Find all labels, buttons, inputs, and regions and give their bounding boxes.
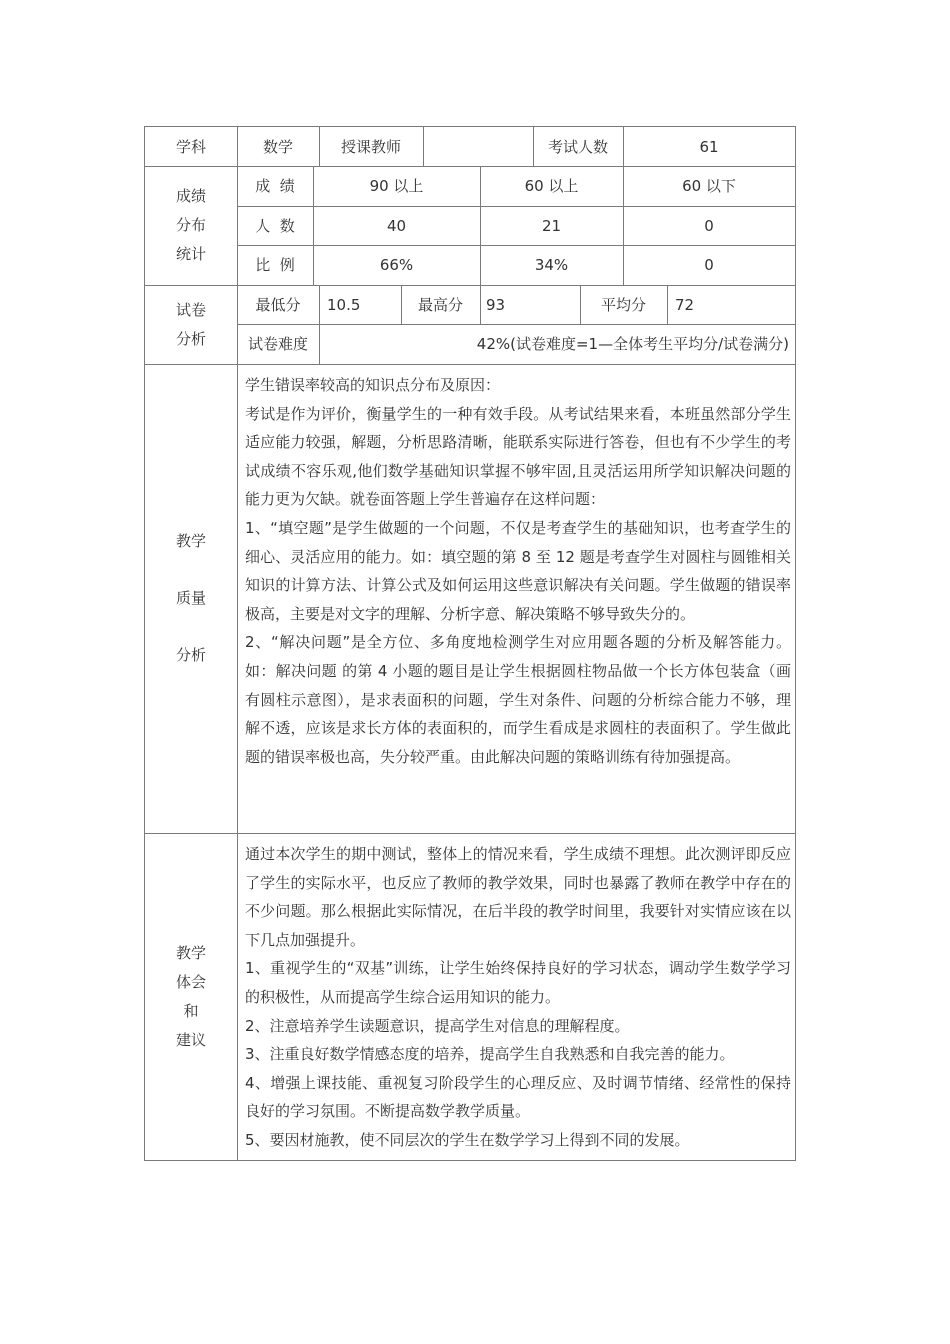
- paper-section-label: [145, 285, 237, 364]
- quality-paragraph: 考试是作为评价，衡量学生的一种有效手段。从考试结果来看，本班虽然部分学生适应能力较强，解题，分析思路清晰，能联系实际进行答卷，但也有不少学生的考试成绩不容乐观,他们数学基础知识掌握不够牢固,且灵活运用所学知识解决问题的能力更为欠缺。就卷面答题上学生普遍存在这样问题：: [245, 404, 791, 509]
- advice-paragraph: 4、增强上课技能、重视复习阶段学生的心理反应、及时调节情绪、经常性的保持良好的学习氛围。不断提高数学教学质量。: [245, 1073, 791, 1121]
- avg-score-label: 平均分: [600, 295, 646, 314]
- score-band-60-down: 60 以下: [682, 177, 736, 195]
- quality-label-line: 质量: [175, 589, 206, 607]
- max-score-value: 93: [486, 295, 506, 314]
- subject-value: 数学: [262, 137, 293, 156]
- quality-section-label: [145, 364, 237, 833]
- paper-label-line: 分析: [175, 329, 206, 348]
- quality-paragraph: 1、“填空题”是学生做题的一个问题，不仅是考查学生的基础知识，也考查学生的细心、灵活应用的能力。如：填空题的第 8 至 12 题是考查学生对圆柱与圆锥相关知识的计算方法、计算公式及如何运用这些意识解决有关问题。学生做题的错误率极高，主要是对文字的理解、分析字意、解决策略不够导致失分的。: [245, 518, 791, 623]
- advice-label-line: 建议: [175, 1030, 206, 1049]
- quality-label-line: 教学: [175, 532, 206, 550]
- ratio-90-up: 66%: [379, 256, 414, 274]
- count-label: 人 数: [255, 216, 295, 235]
- score-band-90-up: 90 以上: [369, 177, 424, 195]
- subject-label: 学科: [175, 137, 206, 156]
- teacher-value: [423, 127, 533, 166]
- quality-paragraph: 2、“解决问题”是全方位、多角度地检测学生对应用题各题的分析及解答能力。如：解决问题 的第 4 小题的题目是让学生根据圆柱物品做一个长方体包装盒（画有圆柱示意图），是求表面积的问题，学生对条件、问题的分析综合能力不够，理解不透，应该是求长方体的表面积的，而学生看成是求圆柱的表面积了。学生做此题的错误率极也高，失分较严重。由此解决问题的策略训练有待加强提高。: [245, 633, 791, 766]
- count-90-up: 40: [386, 216, 407, 235]
- difficulty-value: 42%(试卷难度=1—全体考生平均分/试卷满分): [476, 335, 789, 353]
- distribution-label-line: 分布: [175, 216, 206, 234]
- examinees-label: 考试人数: [547, 137, 608, 156]
- quality-label-line: 分析: [175, 646, 206, 664]
- max-score-label: 最高分: [417, 295, 463, 314]
- distribution-label-line: 成绩: [175, 187, 206, 205]
- score-band-60-up: 60 以上: [524, 177, 579, 195]
- quality-analysis-text: [245, 371, 791, 771]
- advice-label-line: 体会: [175, 972, 206, 991]
- difficulty-label: 试卷难度: [247, 335, 308, 353]
- quality-paragraph: 学生错误率较高的知识点分布及原因：: [245, 376, 501, 394]
- row-divider: [145, 364, 795, 365]
- min-score-label: 最低分: [255, 295, 301, 314]
- distribution-section-label: [145, 166, 237, 285]
- ratio-label: 比 例: [255, 256, 295, 274]
- advice-label-line: 和: [183, 1001, 199, 1020]
- teacher-label: 授课教师: [340, 137, 401, 156]
- advice-paragraph: 1、重视学生的“双基”训练，让学生始终保持良好的学习状态，调动学生数学学习的积极性，从而提高学生综合运用知识的能力。: [245, 959, 791, 1006]
- advice-paragraph: 5、要因材施教，使不同层次的学生在数学学习上得到不同的发展。: [245, 1130, 690, 1149]
- advice-section-label: [145, 833, 237, 1160]
- count-60-up: 21: [541, 216, 562, 235]
- advice-label-line: 教学: [175, 943, 206, 962]
- distribution-label-line: 统计: [175, 245, 206, 263]
- ratio-60-down: 0: [704, 256, 714, 274]
- advice-paragraph: 2、注意培养学生读题意识，提高学生对信息的理解程度。: [245, 1016, 630, 1035]
- advice-text: [245, 840, 791, 1155]
- ratio-60-up: 34%: [534, 256, 569, 274]
- min-score-value: 10.5: [327, 295, 361, 314]
- examinees-value: 61: [699, 137, 719, 156]
- paper-label-line: 试卷: [175, 300, 206, 319]
- row-divider: [145, 833, 795, 834]
- analysis-table: [144, 126, 796, 1161]
- score-label: 成 绩: [255, 177, 295, 195]
- advice-paragraph: 3、注重良好数学情感态度的培养，提高学生自我熟悉和自我完善的能力。: [245, 1045, 735, 1064]
- avg-score-value: 72: [675, 295, 695, 314]
- advice-paragraph: 通过本次学生的期中测试，整体上的情况来看，学生成绩不理想。此次测评即反应了学生的实际水平，也反应了教师的教学效果，同时也暴露了教师在教学中存在的不少问题。那么根据此实际情况，在后半段的教学时间里，我要针对实情应该在以下几点加强提升。: [245, 845, 791, 949]
- count-60-down: 0: [704, 216, 714, 235]
